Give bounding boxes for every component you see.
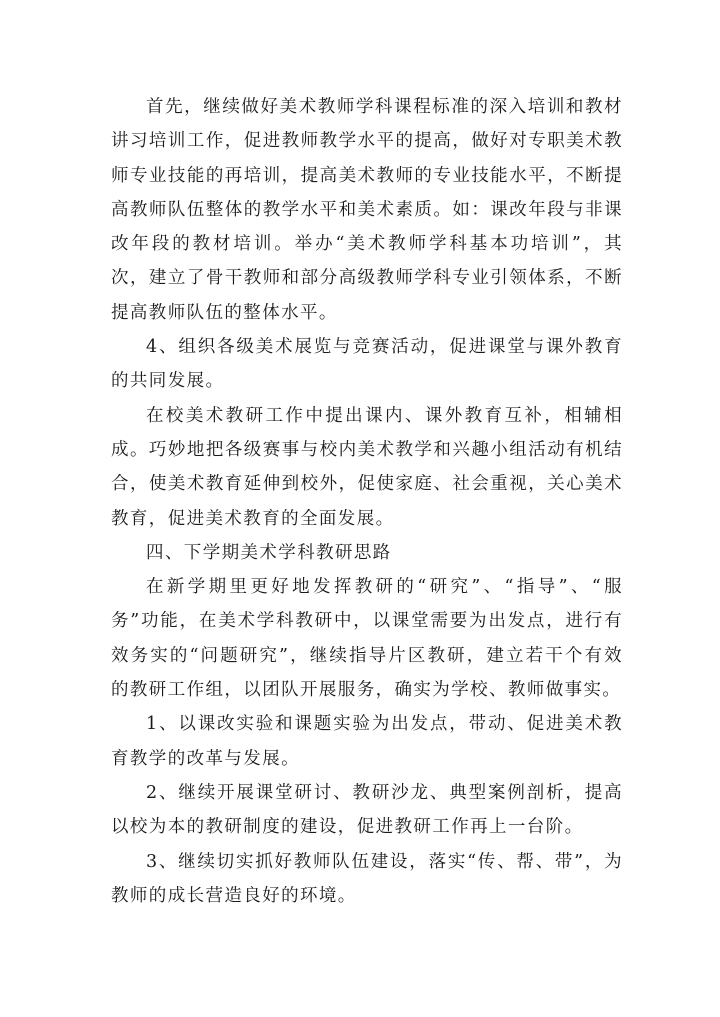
paragraph-item-4-heading: 4、组织各级美术展览与竞赛活动，促进课堂与课外教育的共同发展。 <box>111 337 623 392</box>
paragraph-item-2: 2、继续开展课堂研讨、教研沙龙、典型案例剖析，提高以校为本的教研制度的建设，促进教研工作再上一台阶。 <box>111 782 623 838</box>
section-heading-next-term: 四、下学期美术学科教研思路 <box>146 542 392 563</box>
paragraph-training: 首先，继续做好美术教师学科课程标准的深入培训和教材讲习培训工作，促进教师教学水平的提高，做好对专职美术教师专业技能的再培训，提高美术教师的专业技能水平，不断提高教师队伍整体的教学水平和美术素质。如：课改年段与非课改年段的教材培训。举办“美术教师学科基本功培训”，其次，建立了骨干教师和部分高级教师学科专业引领体系，不断提高教师队伍的整体水平。 <box>111 97 623 323</box>
paragraph-item-3: 3、继续切实抓好教师队伍建设，落实“传、帮、带”，为教师的成长营造良好的环境。 <box>111 851 623 906</box>
paragraph-next-term-intro: 在新学期里更好地发挥教研的“研究”、“指导”、“服务”功能，在美术学科教研中，以课堂需要为出发点，进行有效务实的“问题研究”，继续指导片区教研，建立若干个有效的教研工作组，以团队开展服务，确实为学校、教师做事实。 <box>111 577 623 701</box>
document-body <box>111 90 623 913</box>
paragraph-extracurricular: 在校美术教研工作中提出课内、课外教育互补，相辅相成。巧妙地把各级赛事与校内美术教学和兴趣小组活动有机结合，使美术教育延伸到校外，促使家庭、社会重视，关心美术教育，促进美术教育的全面发展。 <box>111 405 623 529</box>
paragraph-item-1: 1、以课改实验和课题实验为出发点，带动、促进美术教育教学的改革与发展。 <box>111 714 623 769</box>
